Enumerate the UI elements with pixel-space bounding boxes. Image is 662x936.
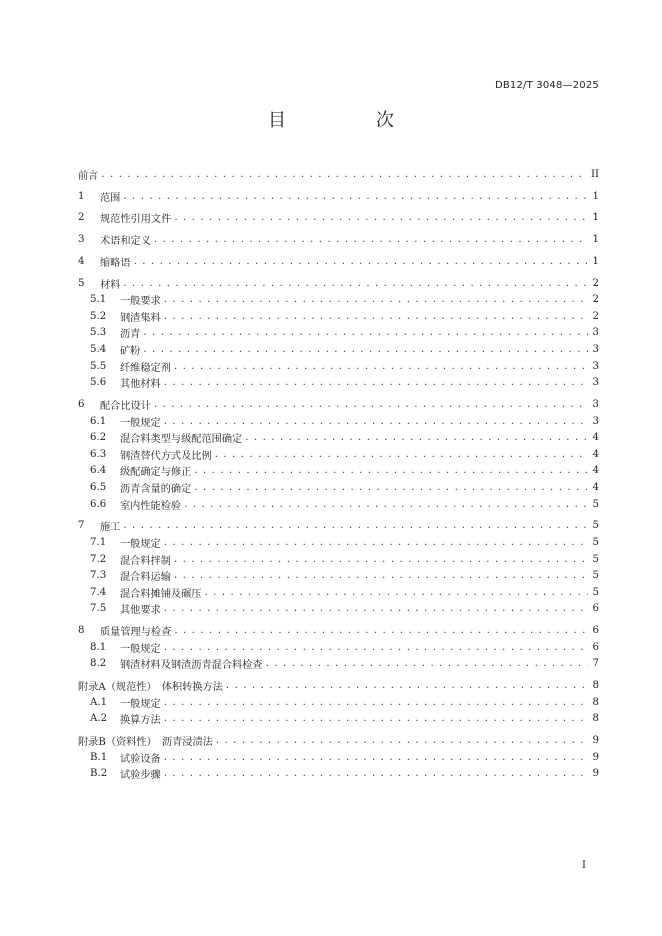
toc-subentry[interactable] (78, 496, 599, 513)
toc-entry-label: 一般规定 (120, 643, 161, 655)
toc-entry-page: 7 (592, 658, 599, 670)
toc-entry-label: 钢渣集料 (120, 312, 161, 324)
toc-leader-dots (164, 603, 588, 614)
toc-leader-dots (143, 344, 588, 355)
toc-leader-dots (184, 499, 588, 510)
toc-entry-label: 一般规定 (120, 698, 161, 710)
toc-subentry[interactable] (78, 479, 599, 496)
toc-leader-dots (123, 191, 588, 202)
toc-entry-label: 附录A（规范性） 体积转换方法 (78, 682, 223, 694)
toc-subentry[interactable] (78, 639, 599, 656)
toc-entry-page: 2 (592, 310, 599, 322)
toc-leader-dots (123, 278, 588, 289)
toc-entry[interactable] (78, 677, 599, 694)
toc-subentry[interactable] (78, 325, 599, 342)
toc-entry-number: B.2 (90, 768, 108, 780)
toc-entry-number: 7.3 (90, 570, 107, 582)
toc-leader-dots (134, 256, 588, 267)
toc-subentry[interactable] (78, 656, 599, 673)
toc-entry-number: 7.1 (90, 536, 107, 548)
toc-leader-dots (226, 680, 588, 691)
toc-entry-number: 6.1 (90, 415, 107, 427)
toc-subentry[interactable] (78, 358, 599, 375)
toc-entry-label: 其他材料 (120, 379, 161, 391)
toc-subentry[interactable] (78, 711, 599, 728)
toc-leader-dots (164, 377, 588, 388)
toc-entry-page: 1 (592, 212, 599, 224)
toc-entry-number: 7 (78, 520, 85, 532)
toc-leader-dots (245, 432, 588, 443)
toc-entry[interactable] (78, 518, 599, 535)
toc-leader-dots (174, 361, 588, 372)
toc-leader-dots (164, 294, 588, 305)
toc-entry-label: 试验设备 (120, 753, 161, 765)
toc-entry-number: 1 (78, 190, 85, 202)
toc-entry-number: 6.4 (90, 465, 107, 477)
toc-leader-dots (174, 554, 588, 565)
toc-entry-page: 3 (592, 415, 599, 427)
toc-subentry[interactable] (78, 601, 599, 618)
table-of-contents (78, 166, 599, 782)
toc-entry-number: 6 (78, 399, 85, 411)
toc-entry-number: 5.6 (90, 377, 107, 389)
toc-subentry[interactable] (78, 551, 599, 568)
toc-entry-label: 其他要求 (120, 605, 161, 617)
toc-entry-page: 2 (592, 294, 599, 306)
toc-entry[interactable] (78, 188, 599, 205)
toc-entry-number: 8.1 (90, 641, 107, 653)
toc-entry-label: 钢渣替代方式及比例 (120, 450, 212, 462)
toc-entry[interactable] (78, 231, 599, 248)
page-title: 目 次 (268, 110, 430, 131)
toc-entry-page: 4 (592, 448, 599, 460)
toc-entry-page: 5 (592, 586, 599, 598)
toc-leader-dots (164, 768, 588, 779)
toc-entry-label: 试验步骤 (120, 770, 161, 782)
toc-leader-dots (164, 697, 588, 708)
toc-subentry[interactable] (78, 308, 599, 325)
toc-leader-dots (205, 587, 589, 598)
toc-entry-label: 一般规定 (120, 538, 161, 550)
toc-leader-dots (154, 399, 588, 410)
toc-leader-dots (164, 752, 588, 763)
toc-entry-number: 6.2 (90, 432, 107, 444)
toc-leader-dots (164, 713, 588, 724)
toc-subentry[interactable] (78, 429, 599, 446)
toc-entry[interactable] (78, 166, 599, 183)
toc-subentry[interactable] (78, 413, 599, 430)
toc-entry[interactable] (78, 210, 599, 227)
toc-entry-page: 3 (592, 360, 599, 372)
toc-entry-label: 一般要求 (120, 296, 161, 308)
toc-leader-dots (194, 482, 588, 493)
toc-subentry[interactable] (78, 534, 599, 551)
toc-subentry[interactable] (78, 341, 599, 358)
toc-entry-number: 6.5 (90, 482, 107, 494)
toc-entry-number: 4 (78, 255, 85, 267)
toc-entry-page: 6 (592, 603, 599, 615)
toc-entry-label: 沥青 (120, 329, 141, 341)
toc-entry-label: 矿粉 (120, 346, 141, 358)
toc-entry-label: 附录B（资料性） 沥青浸渍法 (78, 737, 213, 749)
toc-entry-label: 室内性能检验 (120, 500, 182, 512)
toc-entry[interactable] (78, 253, 599, 270)
toc-entry-label: 前言 (78, 170, 99, 182)
toc-entry-label: 施工 (100, 522, 121, 534)
toc-entry-number: 5.4 (90, 344, 107, 356)
toc-subentry[interactable] (78, 749, 599, 766)
toc-entry-page: 9 (592, 768, 599, 780)
toc-entry-number: 5.1 (90, 294, 107, 306)
toc-entry-page: 5 (592, 536, 599, 548)
toc-entry-label: 范围 (100, 192, 121, 204)
toc-entry[interactable] (78, 396, 599, 413)
toc-leader-dots (164, 642, 588, 653)
toc-entry-page: 9 (592, 751, 599, 763)
toc-entry-page: 8 (592, 713, 599, 725)
toc-leader-dots (174, 625, 588, 636)
toc-leader-dots (123, 520, 588, 531)
toc-entry-number: 8 (78, 625, 85, 637)
toc-entry-number: 2 (78, 212, 85, 224)
page-number: I (582, 860, 586, 871)
toc-entry-label: 纤维稳定剂 (120, 362, 171, 374)
toc-entry-label: 混合料类型与级配范围确定 (120, 434, 243, 446)
toc-entry-page: 3 (592, 344, 599, 356)
document-id: DB12/T 3048—2025 (494, 80, 599, 91)
toc-entry-page: 4 (592, 465, 599, 477)
toc-entry[interactable] (78, 275, 599, 292)
toc-leader-dots (266, 658, 588, 669)
toc-subentry[interactable] (78, 374, 599, 391)
toc-leader-dots (174, 570, 588, 581)
toc-entry-number: 7.4 (90, 586, 107, 598)
toc-entry-label: 一般规定 (120, 417, 161, 429)
toc-entry-page: 3 (592, 399, 599, 411)
toc-entry-number: 5.3 (90, 327, 107, 339)
toc-entry-label: 混合料运输 (120, 572, 171, 584)
toc-leader-dots (101, 169, 588, 180)
toc-entry-page: 9 (592, 735, 599, 747)
toc-entry-label: 质量管理与检查 (100, 627, 172, 639)
toc-entry-label: 材料 (100, 279, 121, 291)
toc-entry-page: 3 (592, 327, 599, 339)
toc-entry-page: 8 (592, 696, 599, 708)
toc-entry-number: 6.6 (90, 498, 107, 510)
toc-entry-label: 混合料拌制 (120, 555, 171, 567)
toc-entry-label: 钢渣材料及钢渣沥青混合料检查 (120, 660, 263, 672)
toc-entry-number: A.1 (90, 696, 108, 708)
toc-entry[interactable] (78, 622, 599, 639)
toc-entry-page: 1 (592, 190, 599, 202)
toc-entry-label: 配合比设计 (100, 401, 151, 413)
toc-leader-dots (164, 416, 588, 427)
toc-entry-number: 7.2 (90, 553, 107, 565)
toc-entry-label: 缩略语 (100, 257, 131, 269)
toc-leader-dots (215, 449, 588, 460)
toc-entry-page: 5 (592, 498, 599, 510)
toc-subentry[interactable] (78, 584, 599, 601)
toc-entry-page: 5 (592, 570, 599, 582)
toc-entry-number: 5.5 (90, 360, 107, 372)
toc-entry-label: 沥青含量的确定 (120, 484, 192, 496)
toc-subentry[interactable] (78, 694, 599, 711)
toc-entry-label: 换算方法 (120, 715, 161, 727)
toc-entry-number: 5.2 (90, 310, 107, 322)
toc-entry-label: 规范性引用文件 (100, 214, 172, 226)
toc-entry-number: 8.2 (90, 658, 107, 670)
toc-subentry[interactable] (78, 446, 599, 463)
toc-entry-page: 5 (592, 553, 599, 565)
toc-entry-number: B.1 (90, 751, 108, 763)
toc-leader-dots (164, 311, 588, 322)
toc-entry-page: 6 (592, 641, 599, 653)
toc-entry-page: 5 (592, 520, 599, 532)
toc-entry-label: 混合料摊铺及碾压 (120, 588, 202, 600)
toc-subentry[interactable] (78, 292, 599, 309)
toc-entry-page: 6 (592, 625, 599, 637)
toc-leader-dots (216, 735, 588, 746)
toc-leader-dots (164, 537, 588, 548)
toc-entry-number: A.2 (90, 713, 108, 725)
toc-subentry[interactable] (78, 463, 599, 480)
toc-entry-label: 级配确定与修正 (120, 467, 192, 479)
toc-entry-number: 7.5 (90, 603, 107, 615)
toc-leader-dots (143, 327, 588, 338)
toc-entry-page: II (590, 168, 599, 180)
toc-entry-number: 5 (78, 277, 85, 289)
toc-entry-label: 术语和定义 (100, 236, 151, 248)
toc-entry-page: 3 (592, 377, 599, 389)
toc-entry-number: 6.3 (90, 448, 107, 460)
toc-subentry[interactable] (78, 567, 599, 584)
toc-leader-dots (194, 465, 588, 476)
toc-entry[interactable] (78, 732, 599, 749)
toc-entry-page: 1 (592, 234, 599, 246)
toc-leader-dots (174, 212, 588, 223)
toc-entry-page: 8 (592, 680, 599, 692)
toc-entry-page: 1 (592, 255, 599, 267)
toc-entry-page: 4 (592, 482, 599, 494)
toc-subentry[interactable] (78, 765, 599, 782)
toc-entry-page: 2 (592, 277, 599, 289)
toc-leader-dots (154, 234, 588, 245)
toc-entry-number: 3 (78, 234, 85, 246)
toc-entry-page: 4 (592, 432, 599, 444)
